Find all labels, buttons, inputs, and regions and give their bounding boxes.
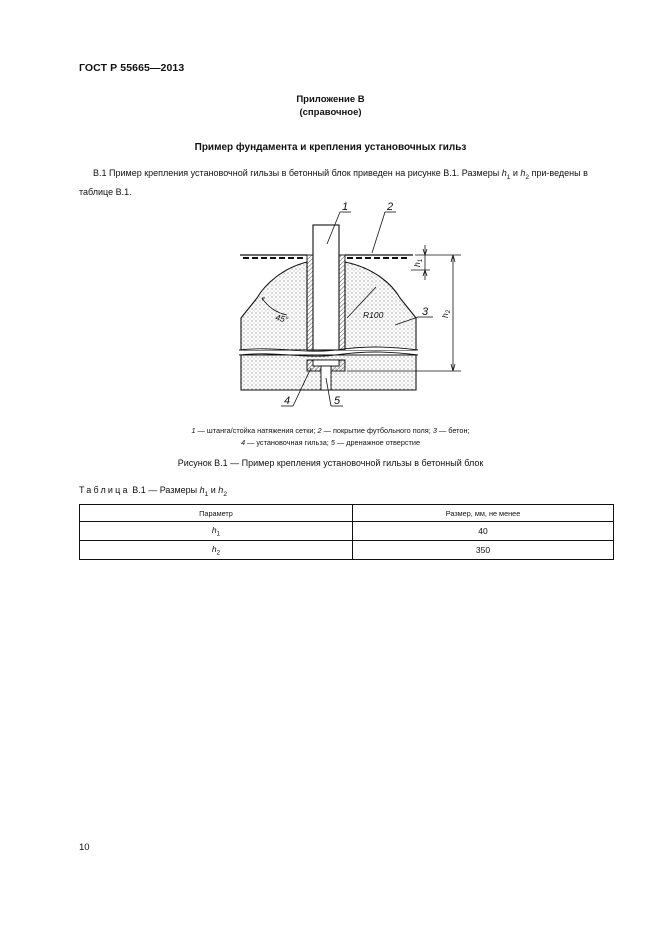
table-number: В.1 — Размеры	[129, 485, 200, 495]
cell-value: 40	[353, 522, 614, 541]
callout-4: 4	[284, 395, 291, 407]
callout-2: 2	[387, 201, 394, 213]
table-label: Таблица	[79, 485, 130, 495]
para-sub-1: 1	[506, 173, 511, 181]
radius-label: R100	[363, 310, 384, 320]
annex-subtitle: (справочное)	[299, 107, 362, 118]
table-and: и	[208, 485, 219, 495]
table-var-h2: h	[218, 485, 224, 495]
figure-caption: Рисунок В.1 — Пример крепления установочной гильзы в бетонный блок	[177, 458, 484, 468]
annex-title: Приложение В	[296, 94, 365, 105]
header-size: Размер, мм, не менее	[353, 505, 614, 522]
h1-label: $h_1$	[412, 258, 424, 267]
header-parameter: Параметр	[80, 505, 353, 522]
angle-label: 45°	[274, 312, 290, 325]
foundation-drawing	[235, 200, 465, 415]
para-var-h1: h	[501, 168, 507, 178]
cell-param: $h_2$	[80, 541, 353, 560]
table-sub-1: 1	[204, 490, 209, 498]
page-number: 10	[79, 842, 90, 853]
cell-param: $h_1$	[80, 522, 353, 541]
para-and: и	[510, 168, 521, 178]
h2-label: $h_2$	[440, 309, 452, 318]
table-title	[79, 485, 227, 498]
para-sub-2: 2	[525, 173, 530, 181]
sleeve-wall-right	[339, 255, 345, 350]
table-header-row	[80, 505, 614, 522]
table-row	[80, 541, 614, 560]
table-row	[80, 522, 614, 541]
callout-3: 3	[422, 306, 429, 318]
legend-line-2: 4 — установочная гильза; 5 — дренажное отверстие	[240, 438, 421, 447]
table-sub-2: 2	[223, 490, 227, 498]
legend-line-1: 1 — штанга/стойка натяжения сетки; 2 — покрытие футбольного поля; 3 — бетон;	[191, 426, 470, 435]
paragraph-b1	[79, 166, 599, 199]
dimensions-table	[79, 504, 614, 560]
sleeve-wall-left	[307, 255, 313, 350]
cell-value: 350	[353, 541, 614, 560]
callout-1: 1	[342, 201, 349, 213]
para-text-end: при-ведены в таблице В.1.	[79, 168, 588, 197]
post	[313, 225, 339, 350]
section-title: Пример фундамента и крепления установочных гильз	[194, 142, 467, 153]
annex-heading	[0, 93, 661, 119]
para-var-h2: h	[520, 168, 526, 178]
para-text: В.1 Пример крепления установочной гильзы в бетонный блок приведен на рисунке В.1. Размеры	[93, 168, 502, 178]
callout-5: 5	[334, 395, 341, 407]
standard-code: ГОСТ Р 55665—2013	[79, 62, 185, 74]
table-var-h1: h	[199, 485, 205, 495]
figure-legend	[0, 425, 661, 449]
